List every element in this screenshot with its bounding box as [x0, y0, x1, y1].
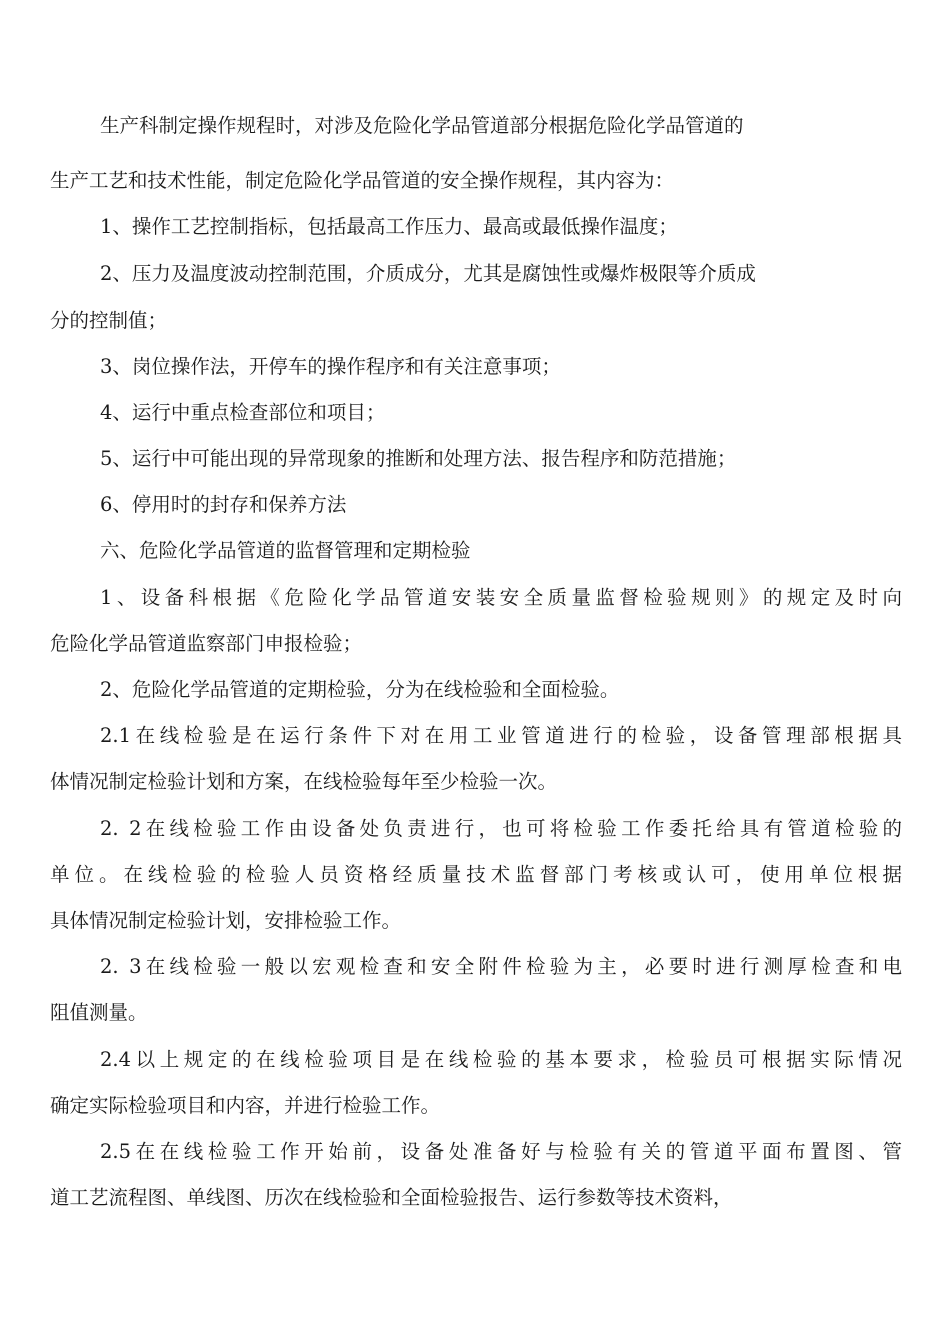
paragraph-line: 分的控制值；: [50, 309, 168, 332]
paragraph-line: 道工艺流程图、单线图、历次在线检验和全面检验报告、运行参数等技术资料，: [50, 1186, 733, 1209]
paragraph-line: 2.4以上规定的在线检验项目是在线检验的基本要求，检验员可根据实际情况: [100, 1048, 902, 1071]
paragraph-line: 6、停用时的封存和保养方法: [100, 493, 347, 516]
paragraph-line: 具体情况制定检验计划，安排检验工作。: [50, 909, 402, 932]
paragraph-line: 阻值测量。: [50, 1001, 148, 1024]
section-heading: 六、危险化学品管道的监督管理和定期检验: [100, 539, 471, 562]
paragraph-line: 危险化学品管道监察部门申报检验；: [50, 632, 363, 655]
paragraph-line: 1、设备科根据《危险化学品管道安装安全质量监督检验规则》的规定及时向: [100, 586, 902, 609]
paragraph-line: 2、压力及温度波动控制范围，介质成分，尤其是腐蚀性或爆炸极限等介质成: [100, 262, 756, 285]
paragraph-line: 体情况制定检验计划和方案，在线检验每年至少检验一次。: [50, 770, 558, 793]
paragraph-line: 4、运行中重点检查部位和项目；: [100, 401, 386, 424]
paragraph-line: 确定实际检验项目和内容，并进行检验工作。: [50, 1094, 441, 1117]
paragraph-line: 单位。在线检验的检验人员资格经质量技术监督部门考核或认可，使用单位根据: [50, 863, 902, 886]
paragraph-line: 生产工艺和技术性能，制定危险化学品管道的安全操作规程，其内容为：: [50, 169, 675, 192]
paragraph-line: 3、岗位操作法，开停车的操作程序和有关注意事项；: [100, 355, 561, 378]
paragraph-line: 1、操作工艺控制指标，包括最高工作压力、最高或最低操作温度；: [100, 215, 678, 238]
paragraph-line: 5、运行中可能出现的异常现象的推断和处理方法、报告程序和防范措施；: [100, 447, 737, 470]
paragraph-line: 2. 2在线检验工作由设备处负责进行，也可将检验工作委托给具有管道检验的: [100, 817, 902, 840]
paragraph-line: 2.5在在线检验工作开始前，设备处准备好与检验有关的管道平面布置图、管: [100, 1140, 902, 1163]
paragraph-line: 生产科制定操作规程时，对涉及危险化学品管道部分根据危险化学品管道的: [100, 114, 744, 137]
paragraph-line: 2.1在线检验是在运行条件下对在用工业管道进行的检验，设备管理部根据具: [100, 724, 902, 747]
paragraph-line: 2. 3在线检验一般以宏观检查和安全附件检验为主，必要时进行测厚检查和电: [100, 955, 902, 978]
paragraph-line: 2、危险化学品管道的定期检验，分为在线检验和全面检验。: [100, 678, 620, 701]
